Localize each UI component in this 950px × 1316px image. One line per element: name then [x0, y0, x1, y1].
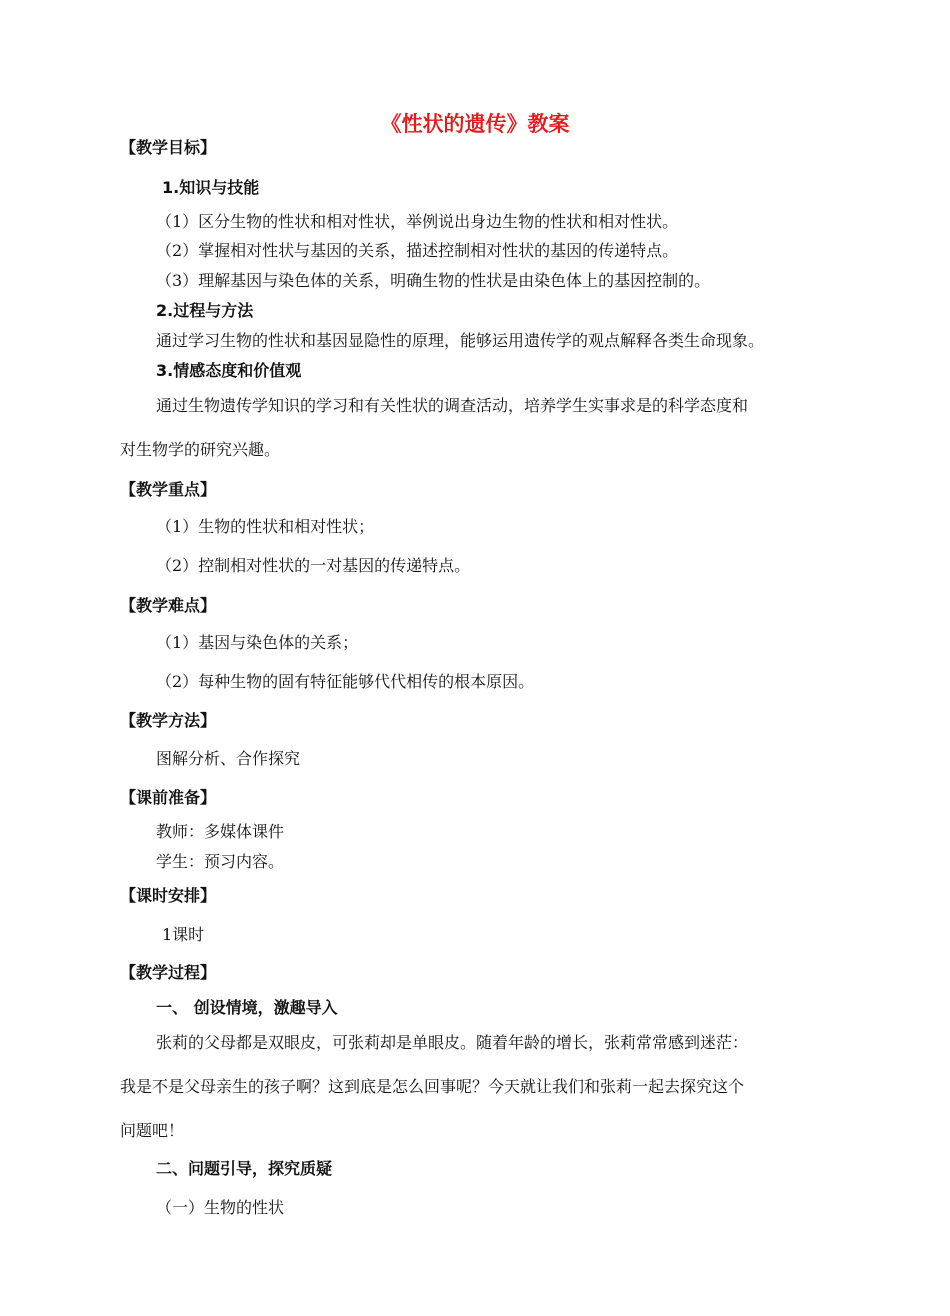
section-heading-goals: 【教学目标】	[120, 138, 217, 157]
process-step-2-sub-1: （一）生物的性状	[156, 1198, 285, 1217]
process-text: 通过学习生物的性状和基因显隐性的原理，能够运用遗传学的观点解释各类生命现象。	[156, 331, 765, 350]
difficult-item-1: （1）基因与染色体的关系；	[156, 633, 359, 652]
emotion-text-1: 通过生物遗传学知识的学习和有关性状的调查活动，培养学生实事求是的科学态度和	[156, 396, 749, 415]
knowledge-item-1: （1）区分生物的性状和相对性状，举例说出身边生物的性状和相对性状。	[156, 212, 679, 231]
process-step-2-heading: 二、问题引导，探究质疑	[156, 1159, 333, 1178]
knowledge-item-2: （2）掌握相对性状与基因的关系，描述控制相对性状的基因的传递特点。	[156, 241, 679, 260]
section-heading-difficult: 【教学难点】	[120, 596, 217, 615]
emotion-text-2: 对生物学的研究兴趣。	[120, 440, 281, 459]
prep-teacher: 教师：多媒体课件	[156, 822, 285, 841]
method-text: 图解分析、合作探究	[156, 749, 301, 768]
key-item-2: （2）控制相对性状的一对基因的传递特点。	[156, 556, 471, 575]
subheading-emotion: 3.情感态度和价值观	[156, 361, 302, 380]
process-step-1-heading: 一、 创设情境，激趣导入	[156, 998, 338, 1017]
knowledge-item-3: （3）理解基因与染色体的关系，明确生物的性状是由染色体上的基因控制的。	[156, 271, 711, 290]
section-heading-key: 【教学重点】	[120, 480, 217, 499]
section-heading-method: 【教学方法】	[120, 711, 217, 730]
difficult-item-2: （2）每种生物的固有特征能够代代相传的根本原因。	[156, 672, 535, 691]
section-heading-schedule: 【课时安排】	[120, 886, 217, 905]
process-step-1-line-1: 张莉的父母都是双眼皮，可张莉却是单眼皮。随着年龄的增长，张莉常常感到迷茫：	[156, 1033, 749, 1052]
page-title: 《性状的遗传》教案	[380, 112, 570, 136]
prep-student: 学生：预习内容。	[156, 852, 285, 871]
process-step-1-line-2: 我是不是父母亲生的孩子啊？这到底是怎么回事呢？今天就让我们和张莉一起去探究这个	[120, 1077, 745, 1096]
subheading-knowledge: 1.知识与技能	[162, 178, 260, 197]
schedule-text: 1课时	[162, 925, 205, 944]
process-step-1-line-3: 问题吧！	[120, 1121, 185, 1140]
section-heading-prep: 【课前准备】	[120, 788, 217, 807]
subheading-process: 2.过程与方法	[156, 301, 254, 320]
section-heading-process: 【教学过程】	[120, 963, 217, 982]
key-item-1: （1）生物的性状和相对性状；	[156, 517, 375, 536]
